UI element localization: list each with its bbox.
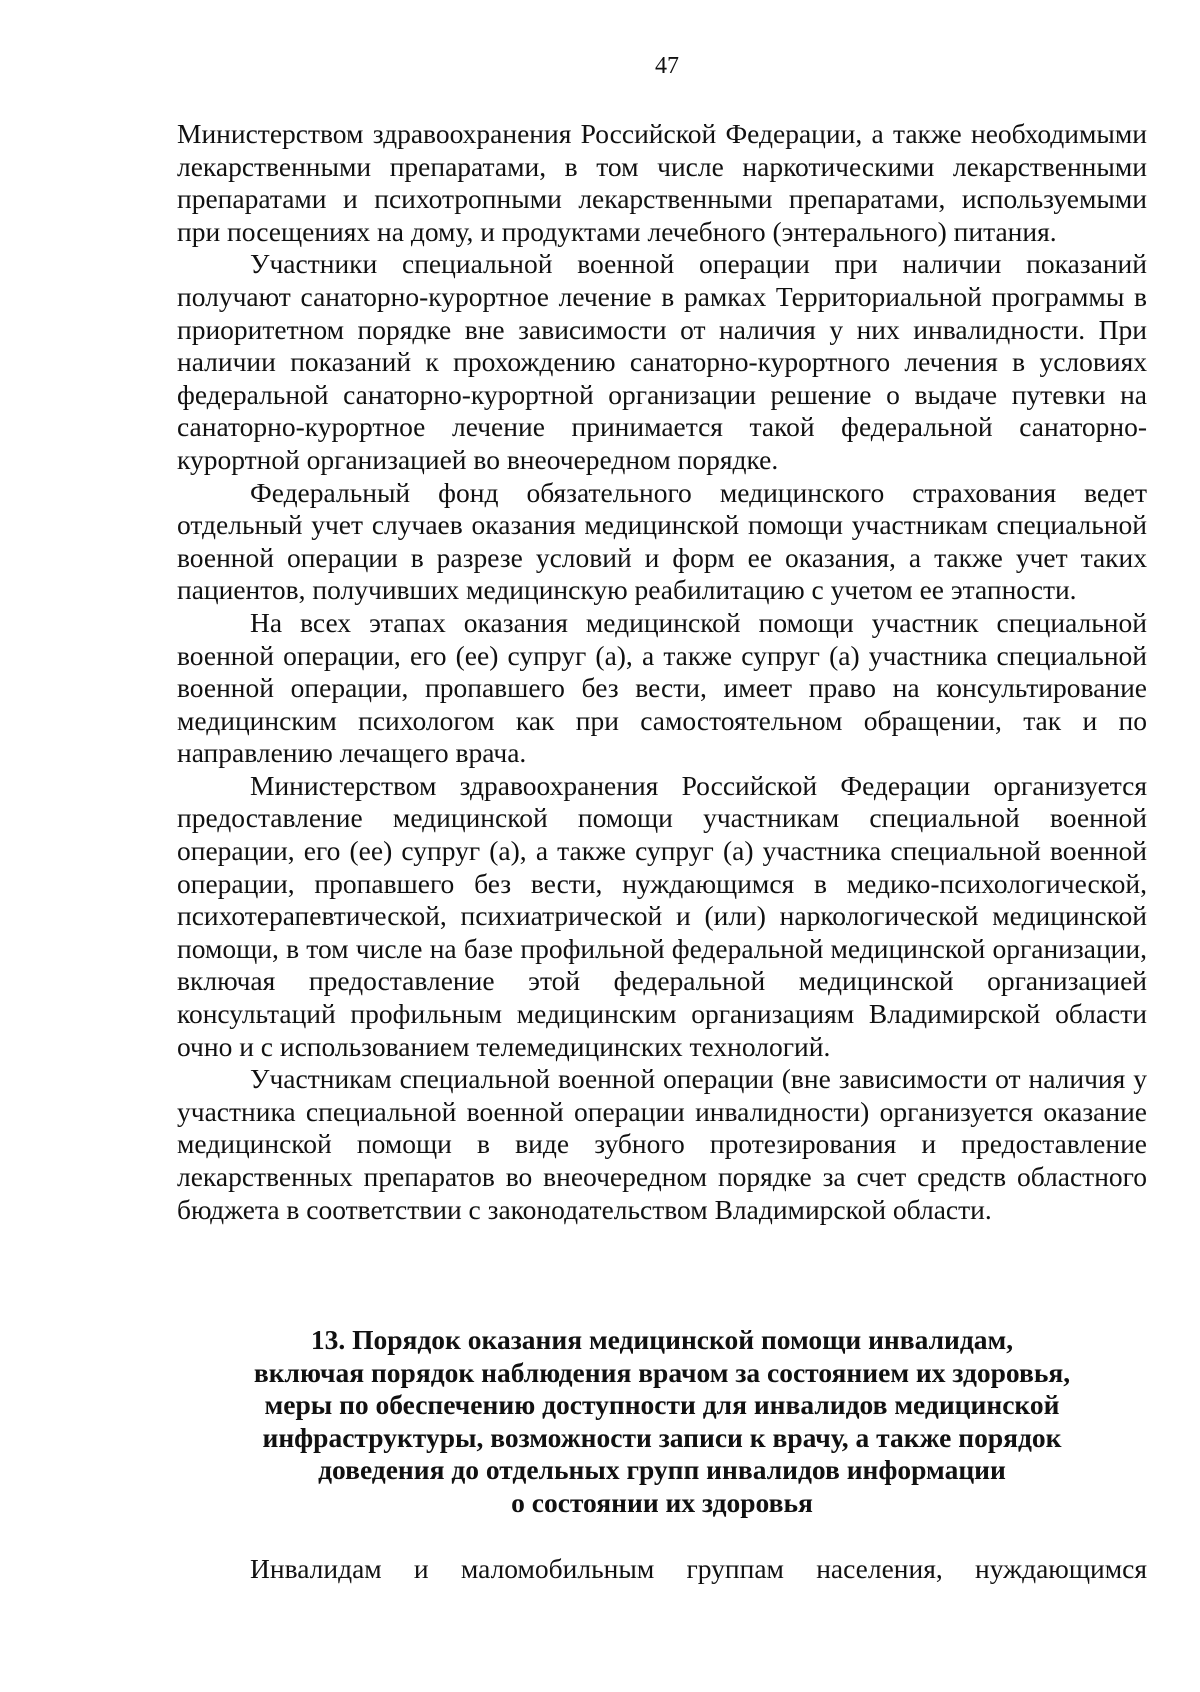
section-heading <box>177 1324 1147 1519</box>
paragraph-dental-prosthetics: Участникам специальной военной операции (вне зависимости от наличия у участника специальной военной операции инвалидности) организуется оказание медицинской помощи в виде зубного протезирования и предоставление лекарственных препаратов во внеочередном порядке за счет средств областного бюджета в соответствии с законодательством Владимирской области. <box>177 1063 1147 1225</box>
section-heading-line: 13. Порядок оказания медицинской помощи инвалидам, <box>310 1324 1014 1355</box>
body-text <box>177 118 1147 1226</box>
paragraph-ffoms-accounting: Федеральный фонд обязательного медицинского страхования ведет отдельный учет случаев оказания медицинской помощи участникам специальной военной операции в разрезе условий и форм ее оказания, а также учет таких пациентов, получивших медицинскую реабилитацию с учетом ее этапности. <box>177 476 1147 606</box>
paragraph-continuation: Министерством здравоохранения Российской Федерации, а также необходимыми лекарственными препаратами, в том числе наркотическими лекарственными препаратами и психотропными лекарственными препаратами, используемыми при посещениях на дому, и продуктами лечебного (энтерального) питания. <box>177 118 1147 247</box>
section-heading-line: о состоянии их здоровья <box>511 1486 813 1518</box>
section-heading-line: включая порядок наблюдения врачом за состоянием их здоровья, <box>253 1356 1071 1388</box>
paragraph-sanatorium-treatment: Участники специальной военной операции при наличии показаний получают санаторно-курортное лечение в рамках Территориальной программы в приоритетном порядке вне зависимости от наличия у них инвалидности. При наличии показаний к прохождению санаторно-курортного лечения в условиях федеральной санаторно-курортной организации решение о выдаче путевки на санаторно-курортное лечение принимается такой федеральной санаторно-курортной организацией во внеочередном порядке. <box>177 248 1147 475</box>
paragraph-psychologist-consulting: На всех этапах оказания медицинской помощи участник специальной военной операции, его (ее) супруг (а), а также супруг (а) участника специальной военной операции, пропавшего без вести, имеет право на консультирование медицинским психологом как при самостоятельном обращении, так и по направлению лечащего врача. <box>177 606 1147 769</box>
section-heading-line: доведения до отдельных групп инвалидов информации <box>318 1454 1006 1485</box>
section-heading-line: инфраструктуры, возможности записи к врачу, а также порядок <box>262 1421 1062 1453</box>
paragraph-disabled-people: Инвалидам и маломобильным группам населения, нуждающимся <box>250 1553 1147 1584</box>
page-number: 47 <box>655 53 679 79</box>
paragraph-ministry-organization: Министерством здравоохранения Российской Федерации организуется предоставление медицинской помощи участникам специальной военной операции, его (ее) супруг (а), а также супруг (а) участника специальной военной операции, пропавшего без вести, нуждающимся в медико-психологической, психотерапевтической, психиатрической и (или) наркологической медицинской помощи, в том числе на базе профильной федеральной медицинской организации, включая предоставление этой федеральной медицинской организацией консультаций профильным медицинским организациям Владимирской области очно и с использованием телемедицинских технологий. <box>177 769 1147 1062</box>
section-body <box>177 1553 1147 1586</box>
section-heading-line: меры по обеспечению доступности для инвалидов медицинской <box>264 1389 1060 1420</box>
